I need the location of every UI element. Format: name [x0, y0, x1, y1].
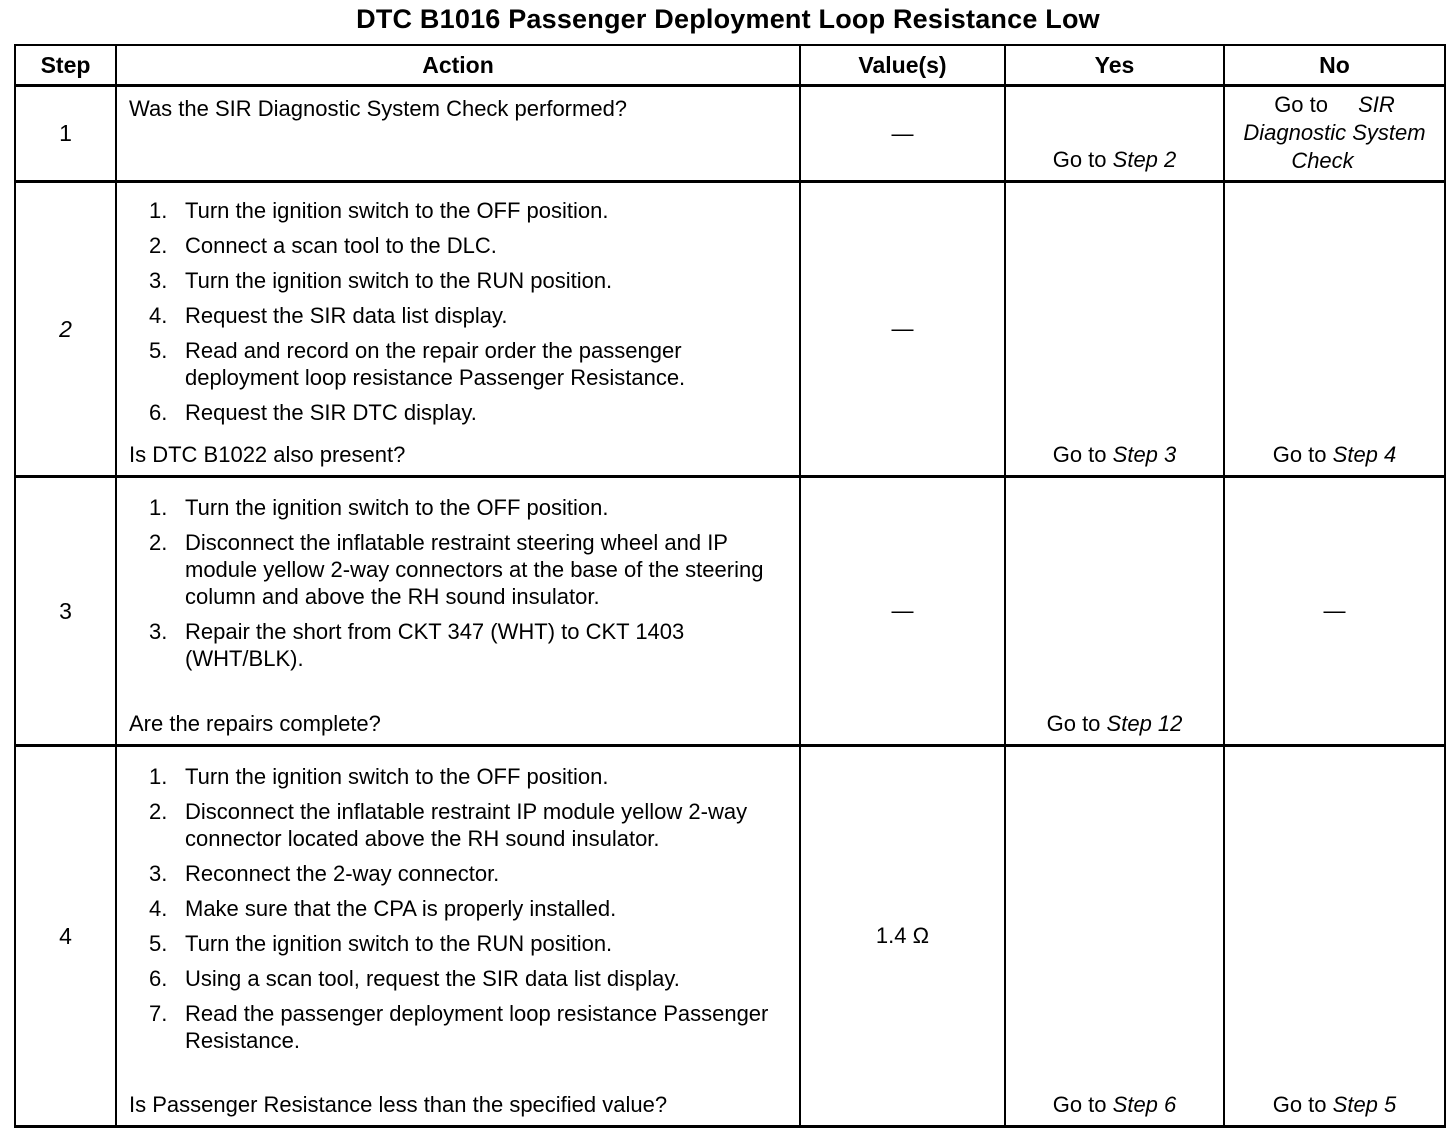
step-number: 3 [15, 477, 116, 746]
yes-prefix: Go to [1052, 442, 1107, 467]
no-step-link: SIR Diagnostic System Check [1243, 92, 1426, 173]
list-item: 4. Make sure that the CPA is properly installed. [149, 896, 617, 921]
value-cell: — [800, 182, 1005, 477]
step-number: 2 [15, 182, 116, 477]
action-question: Is DTC B1022 also present? [129, 442, 406, 467]
list-item: 2. Connect a scan tool to the DLC. [149, 233, 497, 258]
list-item: 7. Read the passenger deployment loop resistance Passenger Resistance. [149, 1001, 769, 1053]
yes-cell [1005, 746, 1224, 1127]
list-item: 2. Disconnect the inflatable restraint IP module yellow 2-way connector located above the RH sound insulator. [149, 799, 748, 851]
list-item: 5. Read and record on the repair order the passenger deployment loop resistance Passenger Resistance. [149, 338, 686, 390]
no-cell: — [1224, 477, 1445, 746]
step-number: 4 [15, 746, 116, 1127]
step-number: 1 [15, 86, 116, 182]
list-item: 3. Repair the short from CKT 347 (WHT) to CKT 1403 (WHT/BLK). [149, 619, 685, 671]
list-item: 3. Turn the ignition switch to the RUN position. [149, 268, 613, 293]
yes-cell [1005, 477, 1224, 746]
diagnostic-table [14, 44, 1446, 1128]
no-cell [1224, 86, 1445, 182]
yes-prefix: Go to [1052, 1092, 1107, 1117]
list-item: 4. Request the SIR data list display. [149, 303, 508, 328]
table-row [15, 86, 1445, 182]
no-cell [1224, 182, 1445, 477]
column-header-value: Value(s) [800, 45, 1005, 86]
list-item: 6. Using a scan tool, request the SIR data list display. [149, 966, 680, 991]
table-header-row [15, 45, 1445, 86]
column-header-action: Action [116, 45, 800, 86]
no-step-link: Step 4 [1332, 442, 1397, 467]
action-cell [116, 477, 800, 746]
column-header-no: No [1224, 45, 1445, 86]
action-steps [117, 183, 799, 426]
list-item: 2. Disconnect the inflatable restraint steering wheel and IP module yellow 2-way connectors at the base of the steering column and above the RH sound insulator. [149, 530, 764, 609]
column-header-yes: Yes [1005, 45, 1224, 86]
action-question: Is Passenger Resistance less than the specified value? [129, 1092, 668, 1117]
list-item: 1. Turn the ignition switch to the OFF position. [149, 495, 609, 520]
yes-step-link: Step 2 [1112, 147, 1177, 172]
list-item: 3. Reconnect the 2-way connector. [149, 861, 500, 886]
action-cell [116, 746, 800, 1127]
no-prefix: Go to [1272, 442, 1327, 467]
action-question: Are the repairs complete? [129, 711, 381, 736]
yes-prefix: Go to [1046, 711, 1101, 736]
yes-step-link: Step 3 [1112, 442, 1177, 467]
column-header-step: Step [15, 45, 116, 86]
yes-step-link: Step 12 [1106, 711, 1183, 736]
no-cell [1224, 746, 1445, 1127]
table-row [15, 746, 1445, 1127]
no-prefix: Go to [1274, 92, 1328, 117]
action-steps [117, 747, 799, 1054]
action-question: Was the SIR Diagnostic System Check performed? [129, 96, 628, 121]
value-cell: 1.4 Ω [800, 746, 1005, 1127]
yes-cell [1005, 182, 1224, 477]
action-cell [116, 182, 800, 477]
value-cell: — [800, 86, 1005, 182]
no-prefix: Go to [1272, 1092, 1327, 1117]
yes-step-link: Step 6 [1112, 1092, 1177, 1117]
list-item: 1. Turn the ignition switch to the OFF position. [149, 198, 609, 223]
value-cell: — [800, 477, 1005, 746]
list-item: 5. Turn the ignition switch to the RUN position. [149, 931, 613, 956]
table-row [15, 182, 1445, 477]
list-item: 6. Request the SIR DTC display. [149, 400, 477, 425]
yes-prefix: Go to [1052, 147, 1107, 172]
no-step-link: Step 5 [1332, 1092, 1397, 1117]
yes-cell [1005, 86, 1224, 182]
action-steps [117, 478, 799, 672]
table-row [15, 477, 1445, 746]
document-title: DTC B1016 Passenger Deployment Loop Resistance Low [356, 4, 1100, 34]
list-item: 1. Turn the ignition switch to the OFF position. [149, 764, 609, 789]
action-cell [116, 86, 800, 182]
